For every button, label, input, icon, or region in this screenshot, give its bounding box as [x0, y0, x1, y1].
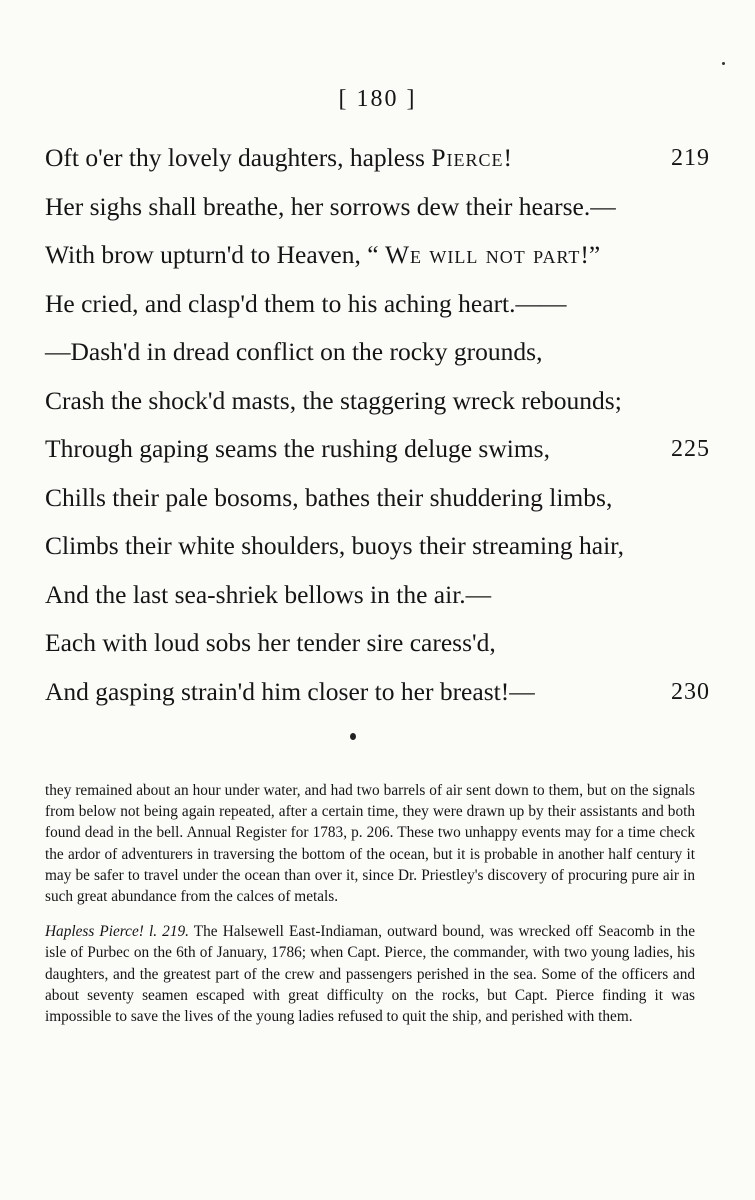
verse-line: And the last sea-shriek bellows in the air.—	[45, 579, 492, 609]
verse-line: Through gaping seams the rushing deluge swims, 225	[45, 429, 710, 478]
ink-speck	[722, 62, 725, 65]
verse-line: Each with loud sobs her tender sire caress'd,	[45, 628, 496, 657]
footnote-paragraph: they remained about an hour under water, and had two barrels of air sent down to them, but on the signals from below not being again repeated, after a certain time, they were drawn up by their assistants and both found dead in the bell. Annual Register for 1783, p. 206. These two unhappy events may for a time check the ardor of adventurers in traversing the bottom of the ocean, but it is probable in another half century it may be safer to travel under the ocean than over it, since Dr. Priestley's discovery of procuring pure air in such great abundance from the calces of metals.	[45, 782, 695, 906]
page-number: [ 180 ]	[338, 86, 417, 112]
verse-block	[45, 138, 710, 720]
line-number: 230	[671, 678, 710, 705]
footnote-text: The Halsewell East-Indiaman, outward bound, was wrecked off Seacomb in the isle of Purbec on the 6th of January, 1786; when Capt. Pierce, the commander, with two young ladies, his daughters, and the greatest part of the crew and passengers perished in the sea. Some of the officers and about seventy seamen escaped with great difficulty on the rocks, but Capt. Pierce finding it was impossible to save the lives of the young ladies refused to quit the ship, and perished with them.	[45, 923, 695, 1026]
line-number: 219	[671, 145, 710, 171]
footnote-reference: Hapless Pierce! l. 219.	[45, 923, 189, 941]
footnotes	[45, 780, 695, 1041]
verse-line: Climbs their white shoulders, buoys their streaming hair,	[45, 531, 625, 560]
footnote-paragraph	[45, 921, 695, 1027]
verse-line: Chills their pale bosoms, bathes their shuddering limbs,	[45, 482, 613, 512]
verse-line: With brow upturn'd to Heaven, “ We will not part!”	[45, 240, 601, 269]
verse-line: Oft o'er thy lovely daughters, hapless Pierce! 219	[45, 138, 710, 187]
verse-line: Her sighs shall breathe, her sorrows dew their hearse.—	[45, 191, 616, 221]
ink-dot	[350, 733, 356, 740]
verse-line: He cried, and clasp'd them to his aching heart.——	[45, 288, 567, 318]
verse-line: And gasping strain'd him closer to her breast!— 230	[45, 672, 710, 721]
line-number: 225	[671, 436, 710, 462]
verse-line: —Dash'd in dread conflict on the rocky grounds,	[45, 337, 543, 366]
verse-line: Crash the shock'd masts, the staggering wreck rebounds;	[45, 385, 622, 415]
